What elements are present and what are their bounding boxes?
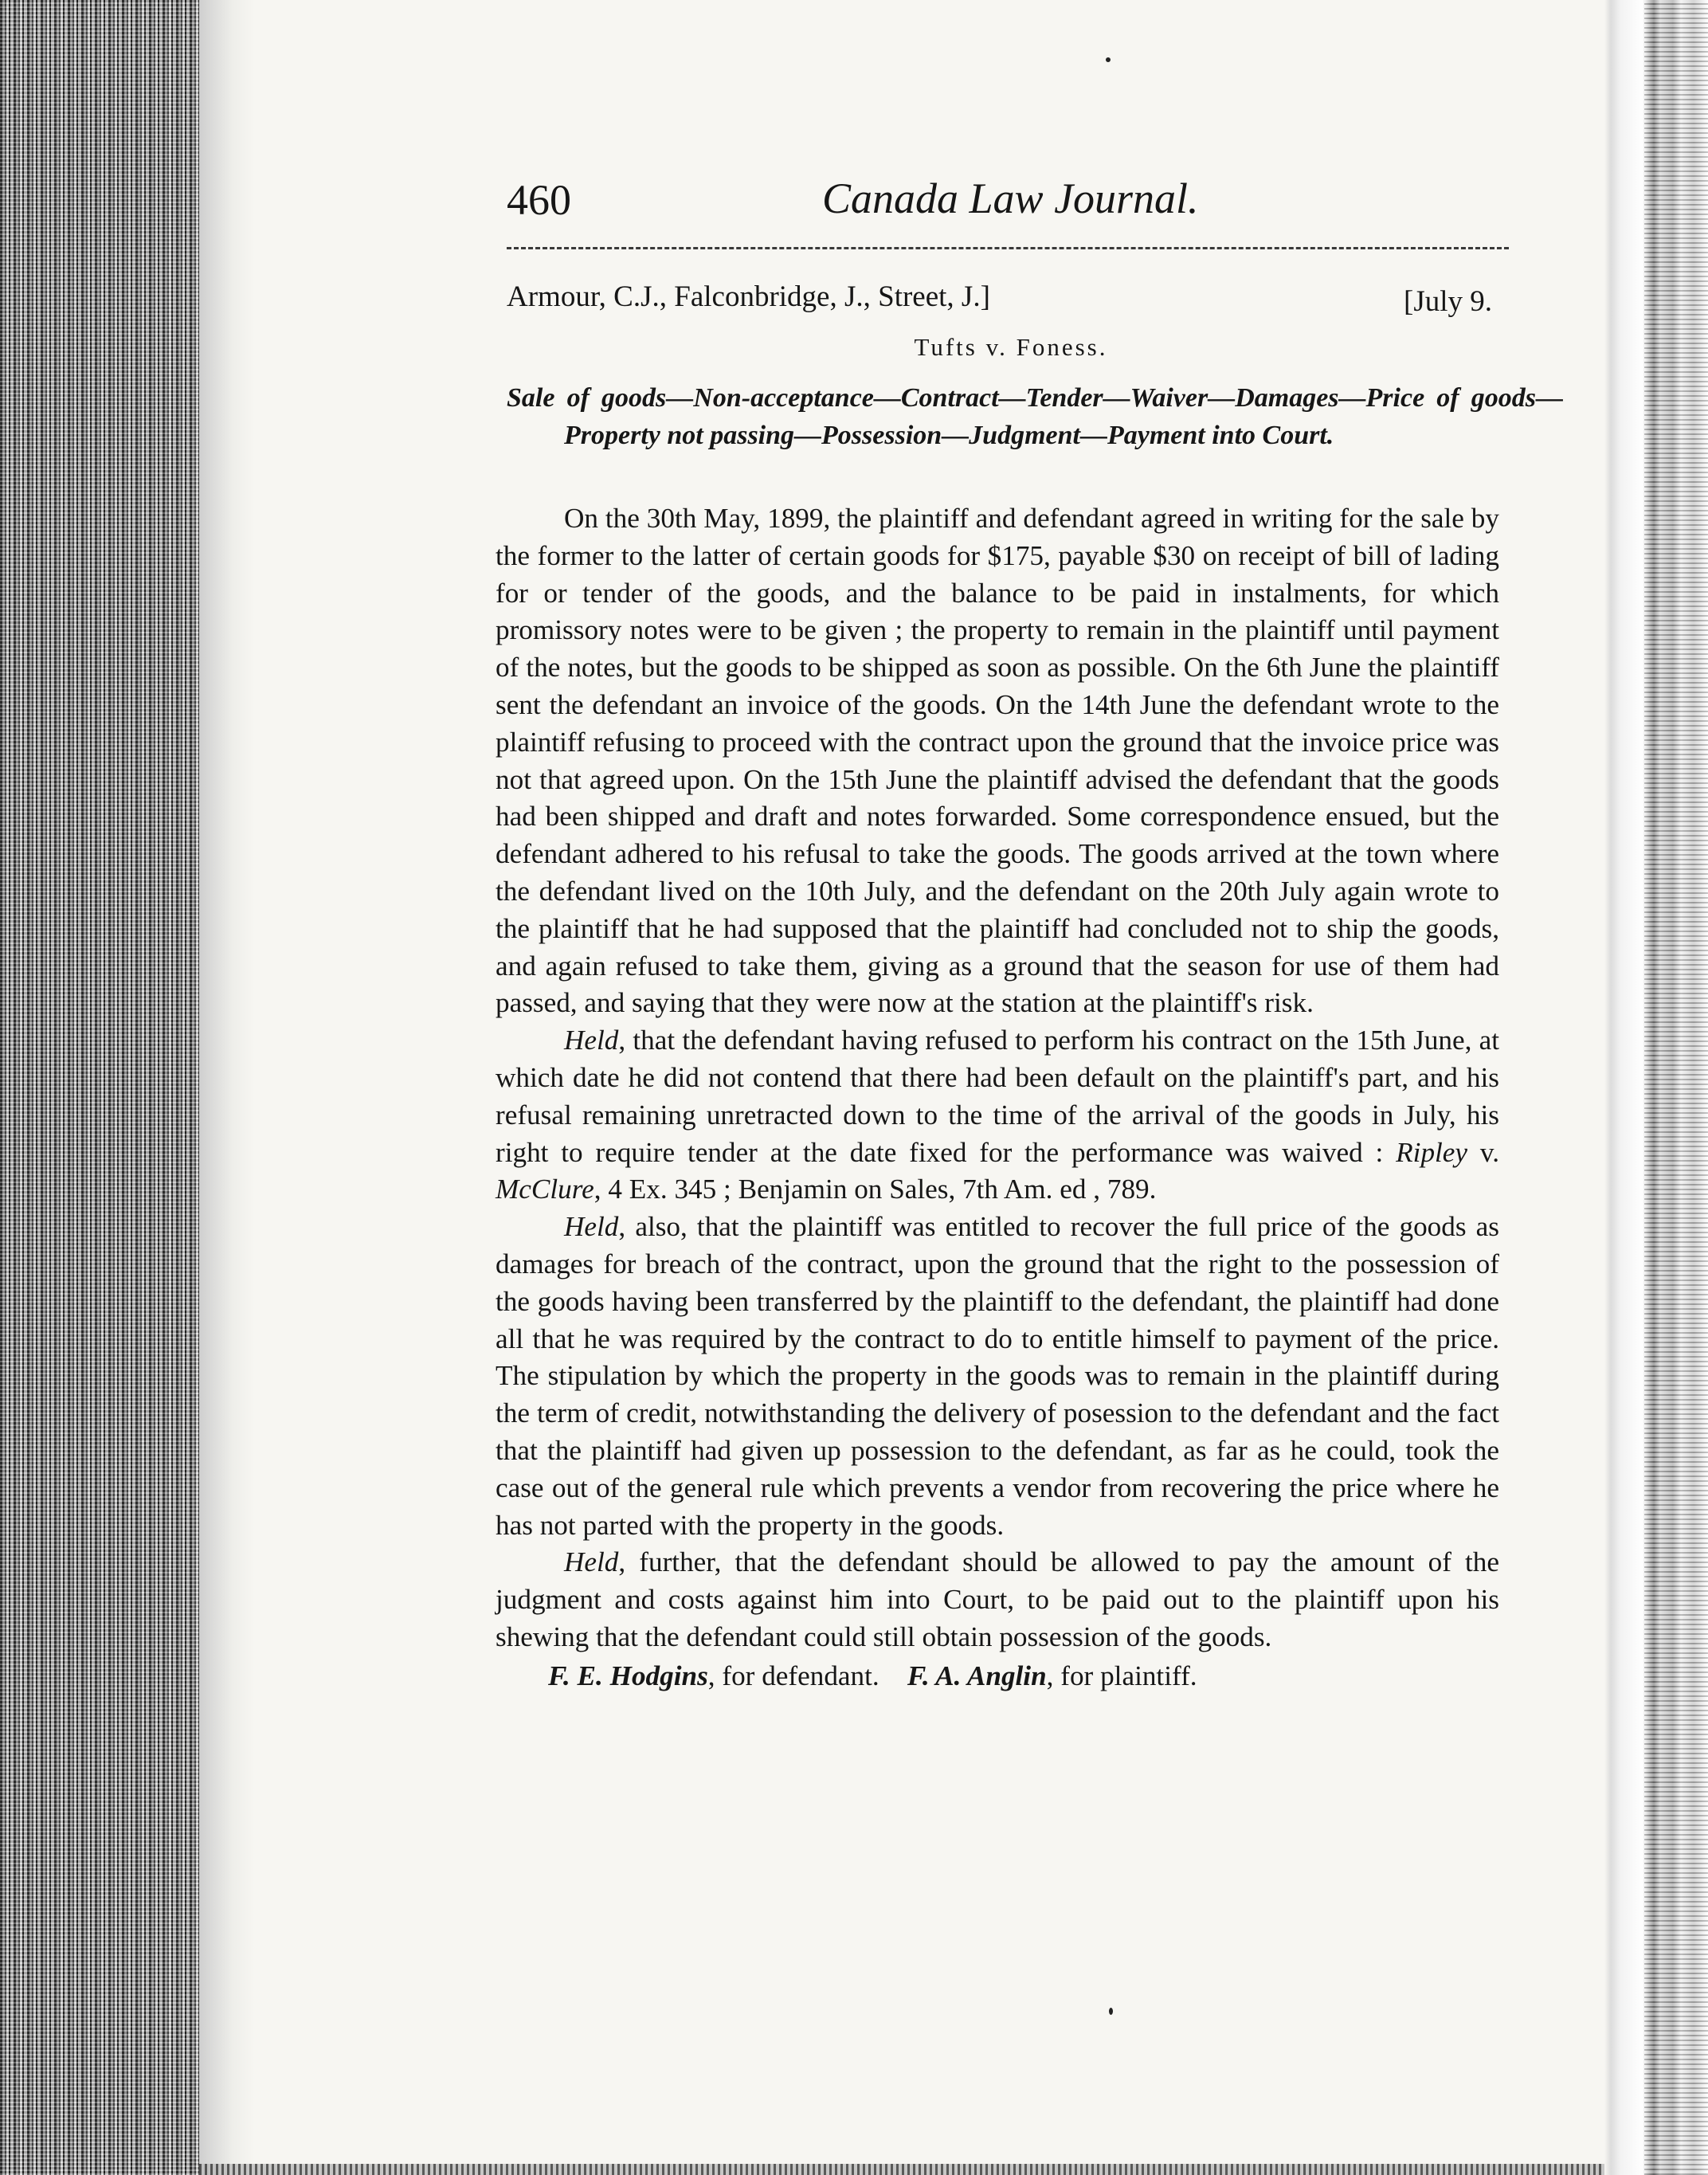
judges-line: Armour, C.J., Falconbridge, J., Street, J.] [507, 280, 990, 313]
page-number: 460 [507, 176, 571, 224]
defendant-counsel-role: , for defendant. [707, 1660, 879, 1691]
journal-title: Canada Law Journal. [822, 174, 1199, 222]
binding-scan-noise [0, 0, 199, 2175]
counsel-line [496, 1658, 1499, 1695]
headnote: Sale of goods—Non-acceptance—Contract—Tender—Waiver—Damages—Price of goods—Property not passing—Possession—Judgment—Payment into Court. [507, 383, 1563, 450]
citation-text: , 4 Ex. 345 ; Benjamin on Sales, 7th Am. ed , 789. [593, 1174, 1157, 1205]
held-paragraph-3 [496, 1544, 1499, 1656]
binding-shadow [199, 0, 255, 2175]
defendant-counsel-name: F. E. Hodgins [548, 1660, 708, 1691]
decision-date: [July 9. [1404, 285, 1492, 318]
plaintiff-counsel-name: F. A. Anglin [907, 1660, 1047, 1691]
page-right-edge-noise [1644, 0, 1708, 2175]
facts-paragraph: On the 30th May, 1899, the plaintiff and defendant agreed in writing for the sale by the former to the latter of certain goods for $175, payable $30 on receipt of bill of lading for or tender of the goods, and the balance to be paid in instalments, for which promissory notes were to be given ; the property to remain in the plaintiff until payment of the notes, but the goods to be shipped as soon as possible. On the 6th June the plaintiff sent the defendant an invoice of the goods. On the 14th June the defendant wrote to the plaintiff refusing to proceed with the contract upon the ground that the invoice price was not that agreed upon. On the 15th June the plaintiff advised the defendant that the goods had been shipped and draft and notes forwarded. Some correspondence ensued, but the defendant adhered to his refusal to take the goods. The goods arrived at the town where the defendant lived on the 10th July, and the defendant on the 20th July again wrote to the plaintiff that he had supposed that the plaintiff had concluded not to ship the goods, and again refused to take them, giving as a ground that the season for use of them had passed, and saying that they were now at the station at the plaintiff's risk. [496, 503, 1499, 1019]
held-paragraph-2 [496, 1209, 1499, 1544]
held-paragraph-1 [496, 1022, 1499, 1209]
held-label: Held [564, 1211, 619, 1243]
cited-case-party-1: Ripley [1396, 1136, 1468, 1168]
held-text: , that the defendant having refused to perform his contract on the 15th June, at which date he did not contend that there had been default on the plaintiff's part, and his refusal remaining unretracted down to the time of the arrival of the goods in July, his right to require tender at the date fixed for the performance was waived : [496, 1025, 1499, 1168]
scan-speck [1106, 57, 1111, 62]
cited-case-versus: v. [1467, 1136, 1499, 1168]
plaintiff-counsel-role: , for plaintiff. [1046, 1660, 1197, 1691]
held-label: Held [564, 1546, 619, 1578]
header-rule [507, 247, 1509, 249]
held-text: , further, that the defendant should be allowed to pay the amount of the judgment and costs against him into Court, to be paid out to the plaintiff upon his shewing that the defendant could still obtain possession of the goods. [496, 1546, 1499, 1652]
scan-speck [1109, 2008, 1113, 2015]
cited-case-party-2: McClure [496, 1174, 594, 1205]
held-text: , also, that the plaintiff was entitled to recover the full price of the goods as damages for breach of the contract, upon the ground that the right to the possession of the goods having been transferred by the plaintiff to the defendant, the plaintiff had done all that he was required by the contract to do to entitle himself to payment of the price. The stipulation by which the property in the goods was to remain in the plaintiff during the term of credit, notwithstanding the delivery of posession to the defendant and the fact that the plaintiff had given up possession to the defendant, as far as he could, took the case out of the general rule which prevents a vendor from recovering the price where he has not parted with the property in the goods. [496, 1211, 1499, 1541]
report-body [496, 500, 1499, 1695]
page-bottom-edge [199, 2164, 1604, 2175]
held-label: Held [564, 1025, 619, 1056]
case-title: Tufts v. Foness. [914, 333, 1108, 361]
